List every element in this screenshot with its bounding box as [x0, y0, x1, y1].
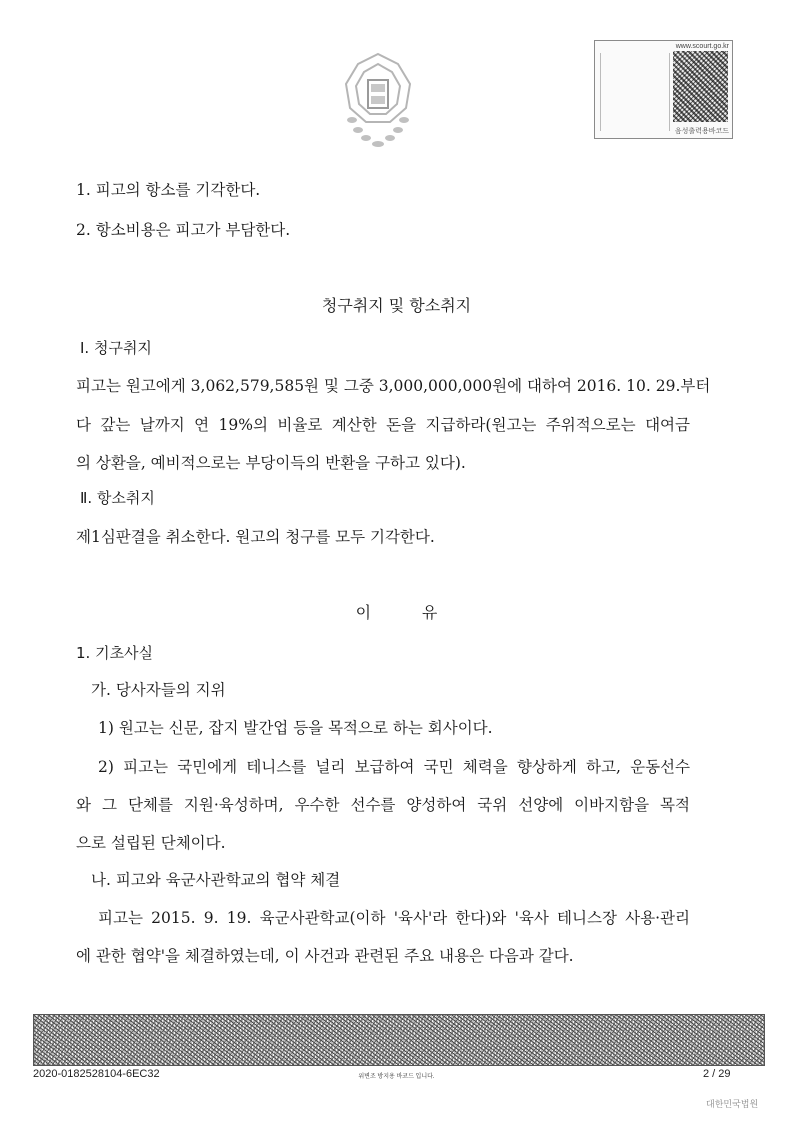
claim-line-3: 의 상환을, 예비적으로는 부당이득의 반환을 구하고 있다).	[76, 454, 466, 472]
court-name: 대한민국법원	[706, 1100, 759, 1110]
section1-heading: 1. 기초사실	[76, 644, 154, 662]
qr-code-icon	[673, 51, 728, 122]
appeal-heading: Ⅱ. 항소취지	[80, 489, 155, 507]
claim-line-2: 다 갚는 날까지 연 19%의 비율로 계산한 돈을 지급하라(원고는 주위적으로는 대여금	[76, 416, 690, 434]
audio-barcode-box	[594, 40, 733, 139]
para-b-line-1: 피고는 2015. 9. 19. 육군사관학교(이하 '육사'라 한다)와 '육사 테니스장 사용·관리	[98, 909, 690, 927]
court-seal-icon	[340, 48, 416, 156]
barcode-url: www.scourt.go.kr	[675, 43, 729, 50]
item2-line-2: 와 그 단체를 지원·육성하며, 우수한 선수를 양성하여 국위 선양에 이바지함을 목적	[76, 796, 690, 814]
barcode-caption: 음성출력용바코드	[674, 128, 729, 135]
para-b-line-2: 에 관한 협약'을 체결하였는데, 이 사건과 관련된 주요 내용은 다음과 같다.	[76, 947, 574, 965]
claim-line-1: 피고는 원고에게 3,062,579,585원 및 그중 3,000,000,000원에 대하여 2016. 10. 29.부터	[76, 377, 711, 395]
item2-line-3: 으로 설립된 단체이다.	[76, 834, 226, 852]
document-id: 2020-0182528104-6EC32	[33, 1068, 160, 1080]
sub-a-heading: 가. 당사자들의 지위	[91, 681, 226, 699]
reasons-title: 이 유	[355, 603, 438, 622]
order-item-1: 1. 피고의 항소를 기각한다.	[76, 181, 261, 199]
claim-heading: Ⅰ. 청구취지	[80, 339, 152, 357]
barcode-blank-area	[600, 53, 670, 131]
sub-b-heading: 나. 피고와 육군사관학교의 협약 체결	[91, 871, 341, 889]
item2-line-1: 2) 피고는 국민에게 테니스를 널리 보급하여 국민 체력을 향상하게 하고, 운동선수	[98, 758, 690, 776]
claims-section-title: 청구취지 및 항소취지	[321, 296, 472, 315]
page-number: 2 / 29	[703, 1068, 731, 1080]
anti-forgery-barcode	[33, 1014, 765, 1066]
order-item-2: 2. 항소비용은 피고가 부담한다.	[76, 221, 291, 239]
item1-text: 1) 원고는 신문, 잡지 발간업 등을 목적으로 하는 회사이다.	[98, 719, 493, 737]
tamper-note: 위변조 방지용 바코드 입니다.	[358, 1074, 435, 1080]
appeal-line: 제1심판결을 취소한다. 원고의 청구를 모두 기각한다.	[76, 528, 435, 546]
